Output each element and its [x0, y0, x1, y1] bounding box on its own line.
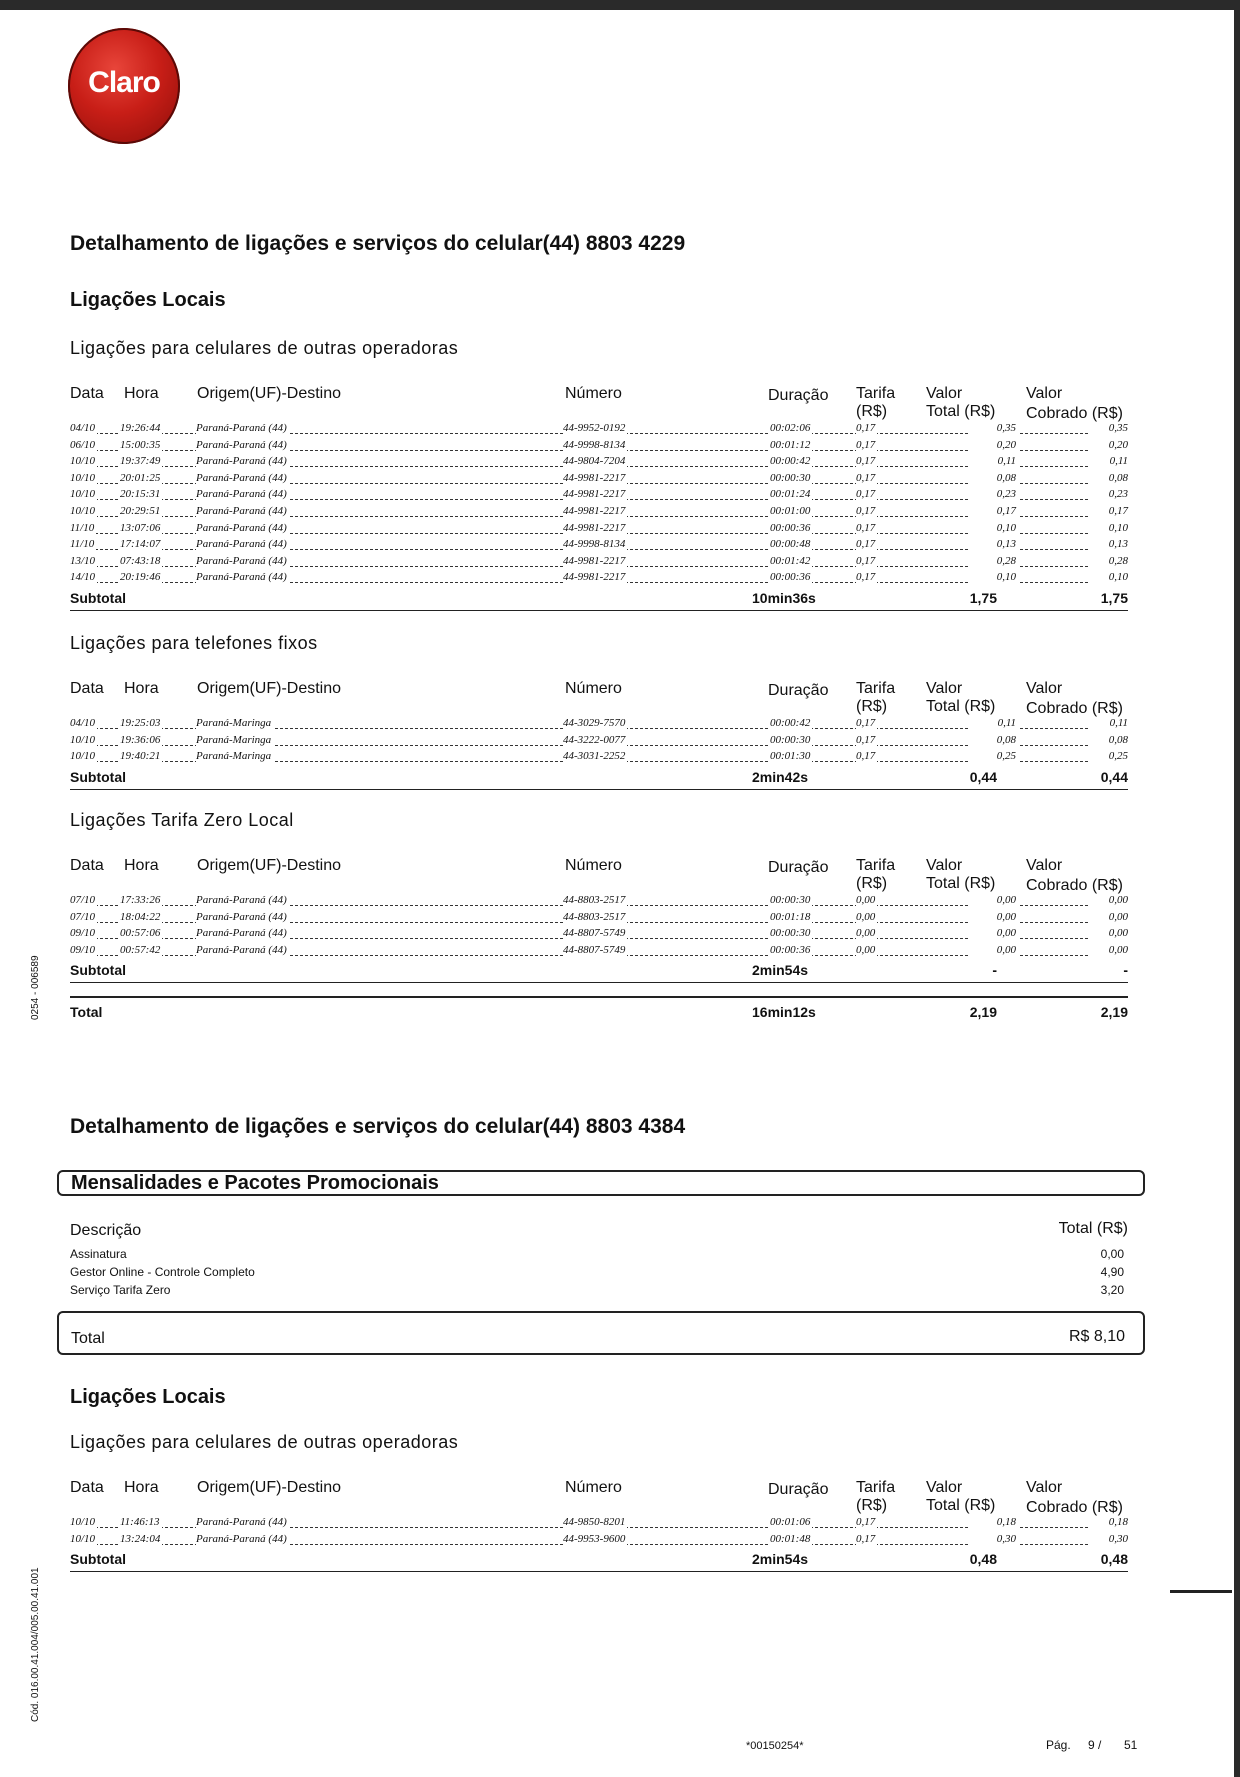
row-duracao: 00:00:36 [770, 571, 811, 584]
row-numero: 44-9981-2217 [563, 554, 626, 567]
row-hora: 13:07:06 [120, 521, 161, 534]
row-valor-cobrado: 0,00 [1090, 927, 1128, 939]
subtotal-valor: 1,75 [969, 590, 997, 606]
row-valor-total: 0,00 [970, 927, 1018, 939]
col-valor-total-unit: Total (R$) [926, 875, 996, 892]
row-valor-cobrado: 0,10 [1090, 522, 1128, 534]
row-hora: 17:14:07 [120, 538, 161, 551]
page-number: 9 / [1088, 1738, 1102, 1752]
col-valor-cobrado: Valor [1026, 680, 1063, 697]
col-hora: Hora [124, 680, 159, 697]
col-numero: Número [565, 1479, 622, 1496]
mensalidades-total-box [57, 1311, 1145, 1355]
col-tarifa: Tarifa [856, 1479, 896, 1496]
page-total: 51 [1124, 1738, 1138, 1752]
col-hora: Hora [124, 1479, 159, 1496]
row-valor-cobrado: 0,28 [1090, 555, 1128, 567]
row-hora: 15:00:35 [120, 438, 161, 451]
col-tarifa-unit: (R$) [856, 403, 888, 420]
col-duracao: Duração [768, 682, 829, 699]
row-duracao: 00:00:42 [770, 717, 811, 729]
row-numero: 44-8803-2517 [563, 894, 626, 906]
row-duracao: 00:00:30 [770, 733, 811, 746]
row-tarifa: 0,17 [856, 505, 876, 517]
row-valor-total: 0,35 [970, 422, 1018, 434]
row-data: 11/10 [70, 538, 95, 551]
col-valor-cobrado: Valor [1026, 385, 1063, 402]
row-valor-total: 0,10 [970, 522, 1018, 534]
mensalidades-title: Mensalidades e Pacotes Promocionais [71, 1172, 439, 1194]
col-tarifa: Tarifa [856, 857, 896, 874]
col-tarifa-unit: (R$) [856, 875, 888, 892]
col-tarifa-unit: (R$) [856, 1497, 888, 1514]
row-tarifa: 0,17 [856, 538, 876, 551]
col-valor-cobrado-unit: Cobrado (R$) [1026, 700, 1123, 717]
call-row [70, 927, 1128, 943]
col-tarifa-unit: (R$) [856, 698, 888, 715]
col-data: Data [70, 857, 104, 874]
row-tarifa: 0,00 [856, 894, 876, 906]
row-hora: 13:24:04 [120, 1532, 161, 1545]
row-origem: Paraná-Paraná (44) [196, 943, 287, 956]
col-duracao: Duração [768, 1481, 829, 1498]
mensalidades-total-value: R$ 8,10 [1068, 1328, 1125, 1345]
call-row [70, 911, 1128, 927]
row-hora: 20:19:46 [120, 571, 161, 584]
row-hora: 19:36:06 [120, 733, 161, 746]
row-origem: Paraná-Paraná (44) [196, 1532, 287, 1545]
row-numero: 44-8803-2517 [563, 910, 626, 923]
call-row [70, 944, 1128, 960]
row-data: 10/10 [70, 488, 96, 501]
row-origem: Paraná-Maringa [196, 733, 272, 746]
row-numero: 44-9998-8134 [563, 438, 626, 451]
row-tarifa: 0,17 [856, 554, 876, 567]
row-valor-total: 0,10 [970, 571, 1018, 583]
group-title: Ligações Tarifa Zero Local [70, 810, 294, 830]
row-hora: 11:46:13 [120, 1516, 160, 1528]
row-duracao: 00:01:00 [770, 505, 811, 517]
call-row [70, 439, 1128, 455]
row-data: 10/10 [70, 1516, 96, 1528]
row-tarifa: 0,17 [856, 750, 876, 763]
section-title-4229: Detalhamento de ligações e serviços do celular(44) 8803 4229 [70, 232, 686, 255]
subtotal-label: Subtotal [70, 768, 126, 785]
row-data: 10/10 [70, 733, 96, 746]
row-valor-cobrado: 0,11 [1090, 455, 1128, 467]
row-valor-cobrado: 0,20 [1090, 439, 1128, 451]
row-valor-cobrado: 0,30 [1090, 1533, 1128, 1545]
subtotal-label: Subtotal [70, 962, 126, 979]
row-data: 10/10 [70, 505, 96, 517]
col-valor-cobrado-unit: Cobrado (R$) [1026, 405, 1123, 422]
row-valor-total: 0,23 [970, 488, 1018, 500]
row-hora: 19:37:49 [120, 455, 161, 468]
call-row [70, 555, 1128, 571]
group-title: Ligações para celulares de outras operadoras [70, 338, 459, 358]
row-hora: 19:26:44 [120, 422, 161, 434]
col-numero: Número [565, 680, 622, 697]
subtotal-duracao: 2min42s [752, 768, 809, 785]
row-hora: 20:29:51 [120, 505, 161, 517]
row-data: 10/10 [70, 455, 96, 468]
subtotal-cobrado: 1,75 [1100, 590, 1128, 606]
call-row [70, 522, 1128, 538]
row-data: 09/10 [70, 927, 96, 940]
row-valor-total: 0,17 [970, 505, 1018, 517]
row-numero: 44-3031-2252 [563, 750, 626, 763]
row-duracao: 00:01:12 [770, 438, 811, 451]
row-duracao: 00:00:30 [770, 471, 811, 484]
total-valor: 2,19 [969, 1004, 997, 1020]
row-numero: 44-9850-8201 [563, 1516, 626, 1528]
call-row [70, 1533, 1128, 1549]
row-tarifa: 0,17 [856, 455, 876, 468]
total-duracao: 16min12s [752, 1004, 816, 1020]
row-tarifa: 0,17 [856, 571, 876, 584]
total-rs-header: Total (R$) [1058, 1220, 1128, 1237]
total-label: Total [70, 1004, 103, 1020]
call-row [70, 488, 1128, 504]
row-data: 07/10 [70, 910, 96, 923]
row-valor-total: 0,08 [970, 472, 1018, 484]
barcode-text: *00150254* [746, 1740, 804, 1752]
row-origem: Paraná-Paraná (44) [196, 894, 287, 906]
row-tarifa: 0,17 [856, 733, 876, 746]
row-duracao: 00:00:30 [770, 894, 811, 906]
row-origem: Paraná-Paraná (44) [196, 488, 287, 501]
row-valor-total: 0,13 [970, 538, 1018, 550]
page-label: Pág. [1046, 1738, 1071, 1752]
col-valor-total: Valor [926, 385, 963, 402]
call-row [70, 538, 1128, 554]
row-origem: Paraná-Paraná (44) [196, 505, 287, 517]
col-valor-cobrado: Valor [1026, 1479, 1063, 1496]
row-valor-cobrado: 0,08 [1090, 734, 1128, 746]
call-row [70, 717, 1128, 733]
row-valor-cobrado: 0,23 [1090, 488, 1128, 500]
row-hora: 19:40:21 [120, 750, 161, 763]
row-data: 07/10 [70, 894, 96, 906]
row-origem: Paraná-Maringa [196, 717, 272, 729]
row-valor-cobrado: 0,11 [1090, 717, 1128, 729]
row-valor-cobrado: 0,25 [1090, 750, 1128, 762]
col-duracao: Duração [768, 859, 829, 876]
margin-code-2: Cód. 016.00.41.004/005.00.41.001 [30, 1567, 41, 1722]
row-hora: 17:33:26 [120, 894, 161, 906]
total-divider [70, 996, 1128, 998]
row-valor-cobrado: 0,17 [1090, 505, 1128, 517]
subtotal-divider [70, 1571, 1128, 1572]
row-data: 14/10 [70, 571, 96, 584]
col-valor-total: Valor [926, 680, 963, 697]
mensalidade-valor: 3,20 [1100, 1283, 1124, 1297]
row-duracao: 00:01:24 [770, 488, 811, 501]
row-tarifa: 0,17 [856, 1532, 876, 1545]
row-valor-cobrado: 0,10 [1090, 571, 1128, 583]
col-valor-total-unit: Total (R$) [926, 698, 996, 715]
row-valor-total: 0,08 [970, 734, 1018, 746]
mensalidade-valor: 0,00 [1100, 1247, 1124, 1261]
page-edge-mark [1170, 1590, 1232, 1593]
subtotal-cobrado: 0,48 [1100, 1551, 1128, 1568]
row-duracao: 00:01:18 [770, 910, 811, 923]
row-valor-cobrado: 0,00 [1090, 911, 1128, 923]
row-data: 13/10 [70, 554, 96, 567]
call-row [70, 455, 1128, 471]
col-hora: Hora [124, 857, 159, 874]
call-row [70, 472, 1128, 488]
group-title: Ligações para telefones fixos [70, 633, 318, 653]
row-origem: Paraná-Paraná (44) [196, 927, 287, 940]
row-valor-cobrado: 0,35 [1090, 422, 1128, 434]
scan-top-edge [0, 0, 1240, 10]
row-duracao: 00:00:48 [770, 538, 811, 551]
row-numero: 44-9998-8134 [563, 538, 626, 551]
row-tarifa: 0,00 [856, 943, 876, 956]
row-origem: Paraná-Paraná (44) [196, 538, 287, 551]
subtotal-label: Subtotal [70, 590, 126, 606]
row-hora: 18:04:22 [120, 910, 161, 923]
call-row [70, 734, 1128, 750]
row-tarifa: 0,17 [856, 438, 876, 451]
row-hora: 00:57:06 [120, 927, 161, 940]
subtotal-valor: 0,44 [969, 768, 997, 785]
row-valor-cobrado: 0,00 [1090, 894, 1128, 906]
row-origem: Paraná-Paraná (44) [196, 554, 287, 567]
row-origem: Paraná-Paraná (44) [196, 438, 287, 451]
ligacoes-locais-heading-2: Ligações Locais [70, 1386, 226, 1408]
row-valor-total: 0,00 [970, 894, 1018, 906]
call-row [70, 1516, 1128, 1532]
claro-logo: Claro [68, 28, 180, 144]
row-numero: 44-9981-2217 [563, 505, 626, 517]
row-valor-cobrado: 0,18 [1090, 1516, 1128, 1528]
col-numero: Número [565, 857, 622, 874]
ligacoes-locais-heading: Ligações Locais [70, 289, 226, 311]
col-numero: Número [565, 385, 622, 402]
row-valor-total: 0,20 [970, 439, 1018, 451]
row-duracao: 00:00:30 [770, 927, 811, 940]
col-origem: Origem(UF)-Destino [197, 857, 342, 874]
row-valor-total: 0,28 [970, 555, 1018, 567]
row-origem: Paraná-Paraná (44) [196, 471, 287, 484]
col-data: Data [70, 385, 104, 402]
row-numero: 44-9981-2217 [563, 488, 626, 501]
row-tarifa: 0,17 [856, 488, 876, 501]
row-origem: Paraná-Paraná (44) [196, 422, 287, 434]
row-hora: 07:43:18 [120, 554, 161, 567]
row-data: 11/10 [70, 521, 95, 534]
row-numero: 44-9981-2217 [563, 471, 626, 484]
row-data: 09/10 [70, 943, 96, 956]
mensalidades-total-label: Total [71, 1330, 105, 1347]
row-duracao: 00:00:36 [770, 521, 811, 534]
group-title: Ligações para celulares de outras operadoras [70, 1432, 459, 1452]
call-row [70, 505, 1128, 521]
mensalidade-valor: 4,90 [1100, 1265, 1124, 1279]
row-valor-cobrado: 0,00 [1090, 944, 1128, 956]
col-valor-cobrado: Valor [1026, 857, 1063, 874]
subtotal-divider [70, 982, 1128, 983]
row-numero: 44-9952-0192 [563, 422, 626, 434]
col-data: Data [70, 680, 104, 697]
descricao-header: Descrição [70, 1222, 142, 1239]
call-row [70, 750, 1128, 766]
row-hora: 20:01:25 [120, 471, 161, 484]
row-valor-total: 0,18 [970, 1516, 1018, 1528]
subtotal-label: Subtotal [70, 1551, 126, 1568]
row-valor-total: 0,25 [970, 750, 1018, 762]
scan-right-edge [1234, 0, 1240, 1777]
row-origem: Paraná-Maringa [196, 750, 272, 763]
mensalidade-desc: Gestor Online - Controle Completo [70, 1265, 255, 1279]
col-origem: Origem(UF)-Destino [197, 680, 342, 697]
row-numero: 44-8807-5749 [563, 943, 626, 956]
col-tarifa: Tarifa [856, 680, 896, 697]
row-tarifa: 0,17 [856, 422, 876, 434]
row-valor-total: 0,00 [970, 944, 1018, 956]
row-duracao: 00:02:06 [770, 422, 811, 434]
row-data: 10/10 [70, 1532, 96, 1545]
row-valor-total: 0,00 [970, 911, 1018, 923]
row-origem: Paraná-Paraná (44) [196, 521, 287, 534]
row-duracao: 00:01:06 [770, 1516, 811, 1528]
subtotal-duracao: 2min54s [752, 1551, 809, 1568]
row-origem: Paraná-Paraná (44) [196, 910, 287, 923]
row-numero: 44-9953-9600 [563, 1532, 626, 1545]
row-valor-cobrado: 0,08 [1090, 472, 1128, 484]
call-row [70, 894, 1128, 910]
row-duracao: 00:01:30 [770, 750, 811, 763]
row-data: 06/10 [70, 438, 96, 451]
row-duracao: 00:00:36 [770, 943, 811, 956]
col-duracao: Duração [768, 387, 829, 404]
margin-code-1: 0254 - 006589 [30, 955, 41, 1020]
col-data: Data [70, 1479, 104, 1496]
row-hora: 20:15:31 [120, 488, 161, 501]
row-tarifa: 0,17 [856, 1516, 876, 1528]
row-tarifa: 0,00 [856, 910, 876, 923]
row-tarifa: 0,17 [856, 471, 876, 484]
row-tarifa: 0,00 [856, 927, 876, 940]
subtotal-valor: - [992, 962, 997, 979]
row-duracao: 00:01:48 [770, 1532, 811, 1545]
row-tarifa: 0,17 [856, 521, 876, 534]
col-hora: Hora [124, 385, 159, 402]
row-valor-total: 0,11 [970, 717, 1018, 729]
row-duracao: 00:01:42 [770, 554, 811, 567]
subtotal-cobrado: 0,44 [1100, 768, 1128, 785]
row-numero: 44-9981-2217 [563, 521, 626, 534]
col-origem: Origem(UF)-Destino [197, 385, 342, 402]
row-numero: 44-9804-7204 [563, 455, 626, 468]
mensalidades-box [57, 1170, 1145, 1196]
subtotal-valor: 0,48 [969, 1551, 997, 1568]
row-numero: 44-8807-5749 [563, 927, 626, 940]
row-data: 04/10 [70, 717, 96, 729]
col-valor-total: Valor [926, 1479, 963, 1496]
row-valor-total: 0,11 [970, 455, 1018, 467]
call-row [70, 422, 1128, 438]
subtotal-divider [70, 610, 1128, 611]
row-data: 04/10 [70, 422, 96, 434]
row-valor-total: 0,30 [970, 1533, 1018, 1545]
col-valor-cobrado-unit: Cobrado (R$) [1026, 877, 1123, 894]
call-row [70, 571, 1128, 587]
row-origem: Paraná-Paraná (44) [196, 1516, 287, 1528]
mensalidade-desc: Serviço Tarifa Zero [70, 1283, 171, 1297]
row-valor-cobrado: 0,13 [1090, 538, 1128, 550]
subtotal-duracao: 2min54s [752, 962, 809, 979]
mensalidade-desc: Assinatura [70, 1247, 127, 1261]
row-duracao: 00:00:42 [770, 455, 811, 468]
row-data: 10/10 [70, 750, 96, 763]
row-hora: 19:25:03 [120, 717, 161, 729]
col-origem: Origem(UF)-Destino [197, 1479, 342, 1496]
subtotal-cobrado: - [1123, 962, 1128, 979]
subtotal-duracao: 10min36s [752, 590, 816, 606]
total-cobrado: 2,19 [1100, 1004, 1128, 1020]
row-origem: Paraná-Paraná (44) [196, 455, 287, 468]
row-origem: Paraná-Paraná (44) [196, 571, 287, 584]
col-valor-total: Valor [926, 857, 963, 874]
subtotal-divider [70, 789, 1128, 790]
section-title-4384: Detalhamento de ligações e serviços do celular(44) 8803 4384 [70, 1115, 686, 1138]
col-valor-total-unit: Total (R$) [926, 403, 996, 420]
row-numero: 44-9981-2217 [563, 571, 626, 584]
row-numero: 44-3222-0077 [563, 733, 626, 746]
col-valor-total-unit: Total (R$) [926, 1497, 996, 1514]
row-hora: 00:57:42 [120, 943, 161, 956]
col-valor-cobrado-unit: Cobrado (R$) [1026, 1499, 1123, 1516]
row-numero: 44-3029-7570 [563, 717, 626, 729]
row-tarifa: 0,17 [856, 717, 876, 729]
col-tarifa: Tarifa [856, 385, 896, 402]
row-data: 10/10 [70, 471, 96, 484]
